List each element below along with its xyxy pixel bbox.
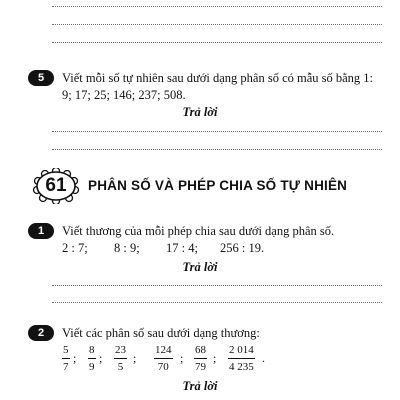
- answer-line: [52, 149, 382, 150]
- lesson-number-badge: [32, 168, 80, 204]
- fraction: $\frac{68}{79}$: [195, 344, 206, 373]
- answer-line: [52, 131, 382, 132]
- exercise-5-badge: 5: [28, 70, 54, 86]
- exercise-5-answer-label: Trả lời: [182, 105, 218, 119]
- exercise-2-badge: 2: [28, 325, 54, 341]
- exercise-5-text-line1: Viết mỗi số tự nhiên sau dưới dạng phân số có mẫu số bằng 1:: [62, 71, 374, 85]
- expression: 256 : 19.: [220, 241, 265, 255]
- separator: ;: [133, 351, 137, 365]
- exercise-1-text: Viết thương của mỗi phép chia sau dưới dạng phân số.: [62, 224, 335, 238]
- answer-line: [52, 302, 382, 303]
- fraction: $\frac{2 014}{4 235}$: [229, 344, 254, 373]
- exercise-1-badge: 1: [28, 223, 54, 239]
- separator: .: [262, 351, 265, 365]
- fraction: $\frac{23}{5}$: [115, 344, 126, 373]
- separator: ;: [180, 351, 184, 365]
- expression: 2 : 7;: [62, 241, 88, 255]
- answer-line: [52, 24, 382, 25]
- exercise-1-answer-label: Trả lời: [182, 260, 218, 274]
- separator: ;: [73, 351, 77, 365]
- fraction: $\frac{124}{70}$: [155, 344, 172, 373]
- answer-line: [52, 42, 382, 43]
- separator: ;: [213, 351, 217, 365]
- separator: ;: [99, 351, 103, 365]
- expression: 17 : 4;: [166, 241, 198, 255]
- exercise-2-answer-label: Trả lời: [182, 379, 218, 393]
- lesson-number: 61: [45, 175, 67, 196]
- answer-line: [52, 6, 382, 7]
- exercise-5-text-line2: 9; 17; 25; 146; 237; 508.: [62, 88, 186, 102]
- fraction: $\frac{8}{9}$: [89, 344, 95, 373]
- fraction: $\frac{5}{7}$: [63, 344, 69, 373]
- lesson-title: PHÂN SỐ VÀ PHÉP CHIA SỐ TỰ NHIÊN: [88, 178, 348, 193]
- answer-line: [52, 285, 382, 286]
- exercise-2-text: Viết các phân số sau dưới dạng thương:: [62, 326, 260, 340]
- expression: 8 : 9;: [114, 241, 140, 255]
